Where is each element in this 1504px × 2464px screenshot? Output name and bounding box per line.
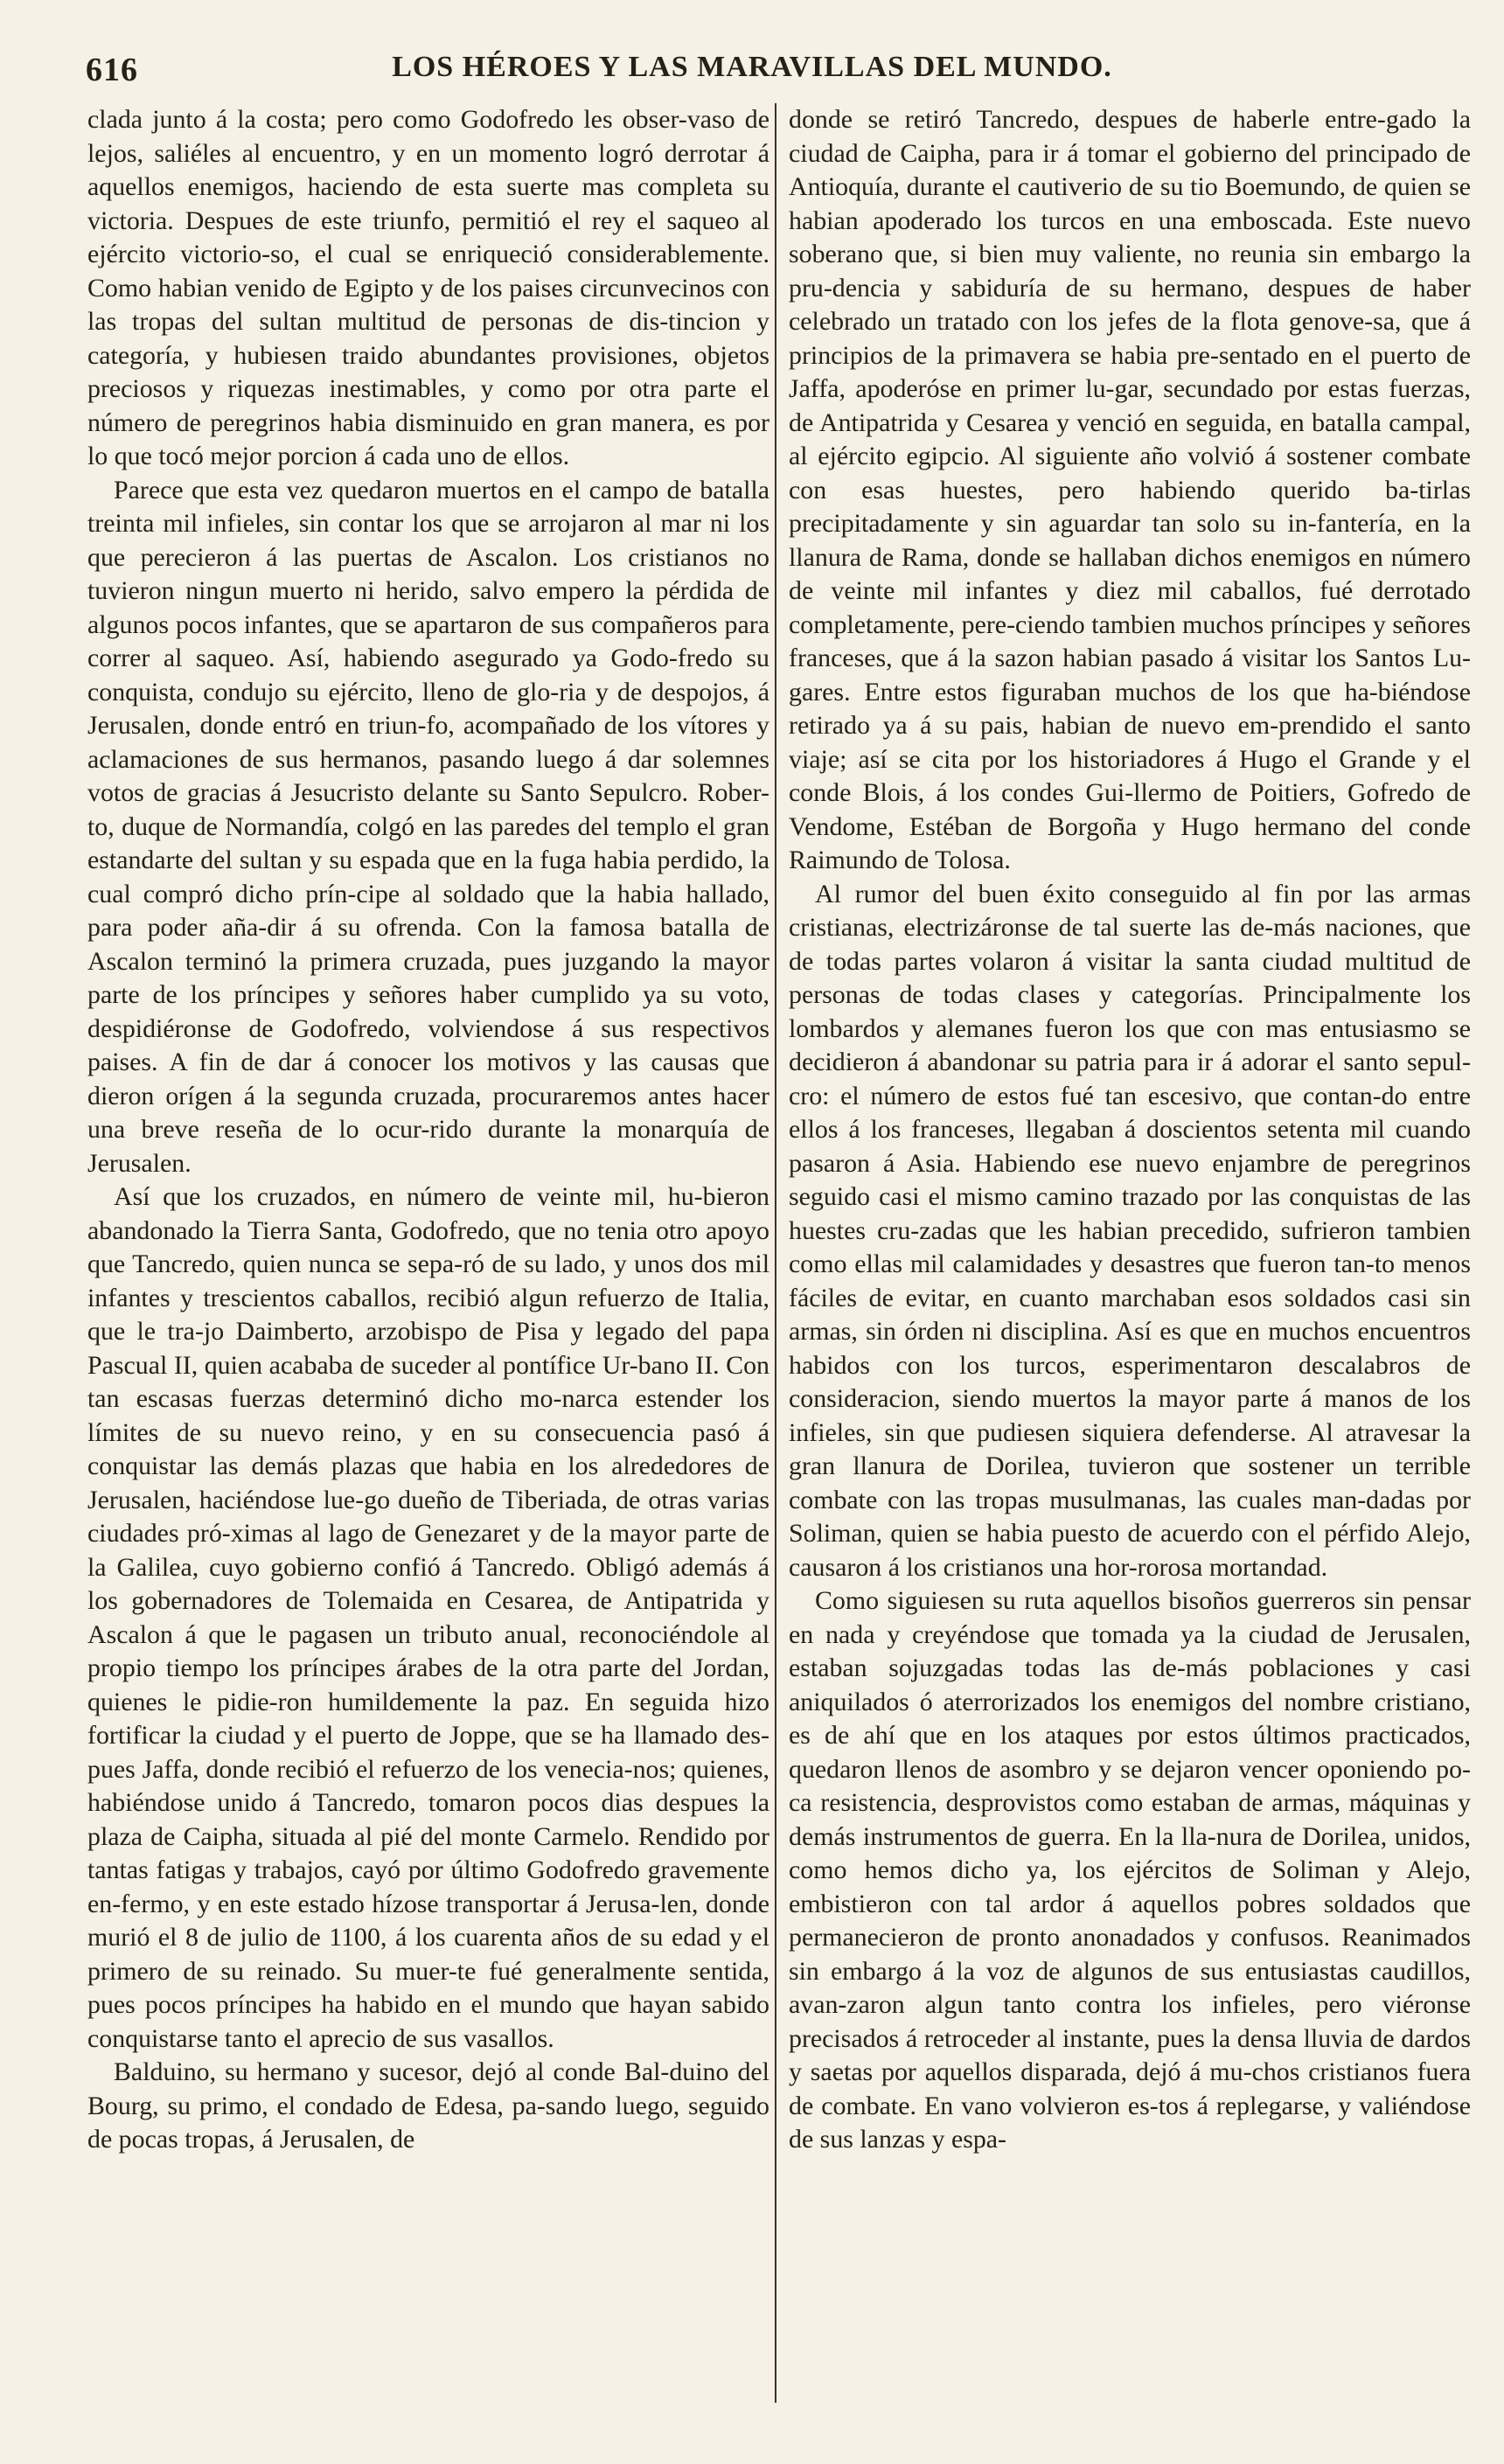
paragraph: clada junto á la costa; pero como Godofredo les obser-vaso de lejos, saliéles al encuentro, y en un momento logró derrotar á aquellos enemigos, haciendo de esta suerte mas completa su victoria. Despues de este triunfo, permitió el rey el saqueo al ejército victorio-so, el cual se enriqueció considerablemente. Como habian venido de Egipto y de los paises circunvecinos con las tropas del sultan multitud de personas de dis-tincion y categoría, y hubiesen traido abundantes provisiones, objetos preciosos y riquezas inestimables, y como por otra parte el número de peregrinos habia disminuido en gran manera, es por lo que tocó mejor porcion á cada uno de ellos. xyxy=(87,105,769,470)
running-head xyxy=(0,51,1504,86)
paragraph: Balduino, su hermano y sucesor, dejó al conde Bal-duino del Bourg, su primo, el condado de Edesa, pa-sando luego, seguido de pocas tropas, á Jerusalen, de xyxy=(87,2057,769,2154)
left-column xyxy=(87,103,769,2403)
paragraph: Así que los cruzados, en número de veinte mil, hu-bieron abandonado la Tierra Santa, Godofredo, que no tenia otro apoyo que Tancredo, quien nunca se sepa-ró de su lado, y unos dos mil infantes y trescientos caballos, recibió algun refuerzo de Italia, que le tra-jo Daimberto, arzobispo de Pisa y legado del papa Pascual II, quien acababa de suceder al pontífice Ur-bano II. Con tan escasas fuerzas determinó dicho mo-narca estender los límites de su nuevo reino, y en su consecuencia pasó á conquistar las demás plazas que habia en los alrededores de Jerusalen, haciéndose lue-go dueño de Tiberiada, de otras varias ciudades pró-ximas al lago de Genezaret y de la mayor parte de la Galilea, cuyo gobierno confió á Tancredo. Obligó además á los gobernadores de Tolemaida en Cesarea, de Antipatrida y Ascalon á que le pagasen un tributo anual, reconociéndole al propio tiempo los príncipes árabes de la otra parte del Jordan, quienes le pidie-ron humildemente la paz. En seguida hizo fortificar la ciudad y el puerto de Joppe, que se ha llamado des-pues Jaffa, donde recibió el refuerzo de los venecia-nos; quienes, habiéndose unido á Tancredo, tomaron pocos dias despues la plaza de Caipha, situada al pié del monte Carmelo. Rendido por tantas fatigas y trabajos, cayó por último Godofredo gravemente en-fermo, y en este estado hízose transportar á Jerusa-len, donde murió el 8 de julio de 1100, á los cuarenta años de su edad y el primero de su reinado. Su muer-te fué generalmente sentida, pues pocos príncipes ha habido en el mundo que hayan sabido conquistarse tanto el aprecio de sus vasallos. xyxy=(87,1182,769,2053)
paragraph: Al rumor del buen éxito conseguido al fin por las armas cristianas, electrizáronse de tal suerte las de-más naciones, que de todas partes volaron á visitar la santa ciudad multitud de personas de todas clases y categorías. Principalmente los lombardos y alemanes fueron los que con mas entusiasmo se decidieron á abandonar su patria para ir á adorar el santo sepul-cro: el número de estos fué tan escesivo, que contan-do entre ellos á los franceses, llegaban á doscientos setenta mil cuando pasaron á Asia. Habiendo ese nuevo enjambre de peregrinos seguido casi el mismo camino trazado por las conquistas de las huestes cru-zadas que les habian precedido, sufrieron tambien como ellas mil calamidades y desastres que fueron tan-to menos fáciles de evitar, en cuanto marchaban esos soldados casi sin armas, sin órden ni disciplina. Así es que en muchos encuentros habidos con los turcos, esperimentaron descalabros de consideracion, siendo muertos la mayor parte á manos de los infieles, sin que pudiesen siquiera defenderse. Al atravesar la gran llanura de Dorilea, tuvieron que sostener un terrible combate con las tropas musulmanas, las cuales man-dadas por Soliman, quien se habia puesto de acuerdo con el pérfido Alejo, causaron á los cristianos una hor-rorosa mortandad. xyxy=(789,879,1471,1582)
column-divider xyxy=(775,103,776,2403)
page-number: 616 xyxy=(86,52,138,88)
paragraph: Parece que esta vez quedaron muertos en el campo de batalla treinta mil infieles, sin contar los que se arrojaron al mar ni los que perecieron á las puertas de Ascalon. Los cristianos no tuvieron ningun muerto ni herido, salvo empero la pérdida de algunos pocos infantes, que se apartaron de sus compañeros para correr al saqueo. Así, habiendo asegurado ya Godo-fredo su conquista, condujo su ejército, lleno de glo-ria y de despojos, á Jerusalen, donde entró en triun-fo, acompañado de los vítores y aclamaciones de sus hermanos, pasando luego á dar solemnes votos de gracias á Jesucristo delante su Santo Sepulcro. Rober-to, duque de Normandía, colgó en las paredes del templo el gran estandarte del sultan y su espada que en la fuga habia perdido, la cual compró dicho prín-cipe al soldado que la habia hallado, para poder aña-dir á su ofrenda. Con la famosa batalla de Ascalon terminó la primera cruzada, pues juzgando la mayor parte de los príncipes y señores haber cumplido ya su voto, despidiéronse de Godofredo, volviendose á sus respectivos paises. A fin de dar á conocer los motivos y las causas que dieron orígen á la segunda cruzada, procuraremos antes hacer una breve reseña de lo ocur-rido durante la monarquía de Jerusalen. xyxy=(87,475,769,1178)
paragraph: donde se retiró Tancredo, despues de haberle entre-gado la ciudad de Caipha, para ir á tomar el gobierno del principado de Antioquía, durante el cautiverio de su tio Boemundo, de quien se habian apoderado los turcos en una emboscada. Este nuevo soberano que, si bien muy valiente, no reunia sin embargo la pru-dencia y sabiduría de su hermano, despues de haber celebrado un tratado con los jefes de la flota genove-sa, que á principios de la primavera se habia pre-sentado en el puerto de Jaffa, apoderóse en primer lu-gar, secundado por estas fuerzas, de Antipatrida y Cesarea y venció en seguida, en batalla campal, al ejército egipcio. Al siguiente año volvió á sostener combate con esas huestes, pero habiendo querido ba-tirlas precipitadamente y sin aguardar tan solo su in-fantería, en la llanura de Rama, donde se hallaban dichos enemigos en número de veinte mil infantes y diez mil caballos, fué derrotado completamente, pere-ciendo tambien muchos príncipes y señores franceses, que á la sazon habian pasado á visitar los Santos Lu-gares. Entre estos figuraban muchos de los que ha-biéndose retirado ya á su pais, habian de nuevo em-prendido el santo viaje; así se cita por los historiadores á Hugo el Grande y el conde Blois, á los condes Gui-llermo de Poitiers, Gofredo de Vendome, Estéban de Borgoña y Hugo hermano del conde Raimundo de Tolosa. xyxy=(789,105,1471,874)
right-column xyxy=(789,103,1471,2403)
paragraph: Como siguiesen su ruta aquellos bisoños guerreros sin pensar en nada y creyéndose que tomada ya la ciudad de Jerusalen, estaban sojuzgadas todas las de-más poblaciones y casi aniquilados ó aterrorizados los enemigos del nombre cristiano, es de ahí que en los ataques por estos últimos practicados, quedaron llenos de asombro y se dejaron vencer oponiendo po-ca resistencia, desprovistos como estaban de armas, máquinas y demás instrumentos de guerra. En la lla-nura de Dorilea, unidos, como hemos dicho ya, los ejércitos de Soliman y Alejo, embistieron con tal ardor á aquellos pobres soldados que permanecieron de pronto anonadados y confusos. Reanimados sin embargo á la voz de algunos de sus entusiastas caudillos, avan-zaron algun tanto contra los infieles, pero viéronse precisados á retroceder al instante, pues la densa lluvia de dardos y saetas por aquellos disparada, dejó á mu-chos cristianos fuera de combate. En vano volvieron es-tos á replegarse, y valiéndose de sus lanzas y espa- xyxy=(789,1586,1471,2154)
running-title: LOS HÉROES Y LAS MARAVILLAS DEL MUNDO. xyxy=(392,51,1112,83)
